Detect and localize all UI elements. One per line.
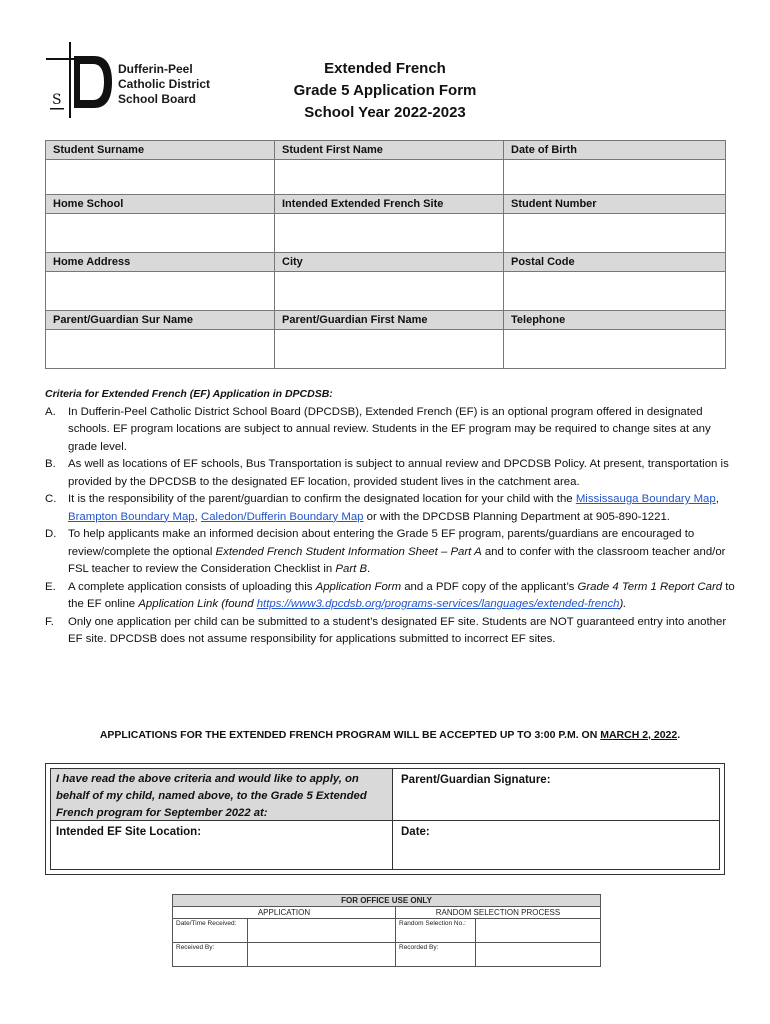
label-student-surname: Student Surname <box>46 141 275 160</box>
criteria-item-f <box>45 614 735 649</box>
signature-inner <box>50 768 720 870</box>
date-label: Date: <box>401 826 430 838</box>
criteria-text-part: To help applicants make an informed decision about entering the Grade 5 EF program, parents/guardians are encouraged to review/complete the optional <box>68 528 695 558</box>
criteria-title: Criteria for Extended French (EF) Application in DPCDSB: <box>45 388 333 400</box>
apply-statement: I have read the above criteria and would like to apply, on behalf of my child, named above, to the Grade 5 Extended French program for September 2022 at: <box>51 769 392 821</box>
title-line-2: Grade 5 Application Form <box>293 82 477 99</box>
label-home-address: Home Address <box>46 253 275 272</box>
student-first-name-field[interactable] <box>275 160 504 195</box>
label-student-first-name: Student First Name <box>275 141 504 160</box>
criteria-item-d <box>45 526 735 579</box>
criteria-text-part: ). <box>619 598 627 610</box>
svg-text:S: S <box>52 92 62 108</box>
criteria-text: As well as locations of EF schools, Bus Transportation is subject to annual review and DPCDSB Policy. At present, transportation is provided by the DPCDSB to the designated EF location, provided student lives in the catchment area. <box>68 458 729 488</box>
criteria-text <box>68 579 735 614</box>
random-no-label: Random Selection No.: <box>396 919 476 943</box>
criteria-item-c <box>45 491 735 526</box>
home-address-field[interactable] <box>46 272 275 311</box>
label-home-school: Home School <box>46 195 275 214</box>
criteria-text-part: A complete application consists of uploading this <box>68 580 316 593</box>
criteria-letter: E. <box>45 580 56 593</box>
form-title <box>240 58 530 124</box>
date-received-label: Date/Time Received: <box>173 919 248 943</box>
deadline-end: . <box>677 729 681 741</box>
postal-code-field[interactable] <box>504 272 726 311</box>
telephone-field[interactable] <box>504 330 726 369</box>
office-use-table <box>172 894 601 967</box>
recorded-by-field[interactable] <box>476 943 601 967</box>
received-by-label: Received By: <box>173 943 248 967</box>
cross-logo-icon <box>44 42 124 118</box>
deadline-notice <box>45 729 735 741</box>
received-by-field[interactable] <box>248 943 396 967</box>
report-card-ref: Grade 4 Term 1 Report Card <box>577 580 723 593</box>
criteria-text <box>68 526 735 579</box>
student-info-table <box>45 140 726 369</box>
part-b-ref: Part B <box>335 563 368 575</box>
label-intended-site: Intended Extended French Site <box>275 195 504 214</box>
label-postal-code: Postal Code <box>504 253 726 272</box>
label-parent-surname: Parent/Guardian Sur Name <box>46 311 275 330</box>
separator: , <box>194 510 201 523</box>
criteria-text-part: It is the responsibility of the parent/guardian to confirm the designated location for your child with the <box>68 493 576 505</box>
random-no-field[interactable] <box>476 919 601 943</box>
criteria-letter: D. <box>45 528 57 540</box>
logo-line: School Board <box>118 92 197 106</box>
title-line-3: School Year 2022-2023 <box>304 104 466 121</box>
extended-french-url-link[interactable]: https://www3.dpcdsb.org/programs-services/languages/extended-french <box>256 598 620 610</box>
logo-line: Catholic District <box>118 77 211 91</box>
caledon-dufferin-map-link[interactable]: Caledon/Dufferin Boundary Map <box>200 510 364 523</box>
criteria-item-e <box>45 579 735 614</box>
student-surname-field[interactable] <box>46 160 275 195</box>
info-sheet-title: Extended French Student Information Sheet – Part A <box>215 545 482 558</box>
label-parent-first-name: Parent/Guardian First Name <box>275 311 504 330</box>
criteria-text: Only one application per child can be submitted to a student’s designated EF site. Students are NOT guaranteed entry into another EF site. DPCDSB does not assume responsibility for applications submitted to incorrect EF sites. <box>68 615 727 645</box>
criteria-letter: F. <box>45 615 54 628</box>
criteria-text <box>68 491 735 526</box>
criteria-text-part: or with the DPCDSB Planning Department at 905-890-1221. <box>363 510 670 523</box>
deadline-text: APPLICATIONS FOR THE EXTENDED FRENCH PROGRAM WILL BE ACCEPTED UP TO 3:00 P.M. ON <box>99 729 601 741</box>
application-form-ref: Application Form <box>315 580 402 593</box>
parent-surname-field[interactable] <box>46 330 275 369</box>
criteria-letter: A. <box>45 405 56 418</box>
application-link-ref: Application Link (found <box>138 598 257 610</box>
brampton-map-link[interactable]: Brampton Boundary Map <box>68 510 195 523</box>
criteria-text-part: and a PDF copy of the applicant’s <box>401 580 578 593</box>
date-received-field[interactable] <box>248 919 396 943</box>
signature-box <box>45 763 725 875</box>
recorded-by-label: Recorded By: <box>396 943 476 967</box>
criteria-item-a <box>45 404 735 457</box>
criteria-item-b <box>45 456 735 491</box>
label-date-of-birth: Date of Birth <box>504 141 726 160</box>
criteria-text: In Dufferin-Peel Catholic District School Board (DPCDSB), Extended French (EF) is an optional program offered in designated schools. EF program locations are subject to annual review. Students in the EF program may be required to change sites at any grade level. <box>68 405 711 453</box>
parent-first-name-field[interactable] <box>275 330 504 369</box>
random-selection-header: RANDOM SELECTION PROCESS <box>396 907 601 919</box>
application-header: APPLICATION <box>173 907 396 919</box>
criteria-text-part: and to confer with the classroom teacher and/or FSL teacher to review the Consideration Checklist in <box>68 545 726 575</box>
criteria-text-part: . <box>367 563 371 575</box>
deadline-date: MARCH 2, 2022 <box>600 729 678 741</box>
date-of-birth-field[interactable] <box>504 160 726 195</box>
criteria-letter: B. <box>45 458 56 470</box>
intended-site-label: Intended EF Site Location: <box>56 826 202 838</box>
home-school-field[interactable] <box>46 214 275 253</box>
label-student-number: Student Number <box>504 195 726 214</box>
logo-text <box>118 62 210 107</box>
student-number-field[interactable] <box>504 214 726 253</box>
city-field[interactable] <box>275 272 504 311</box>
criteria-letter: C. <box>45 493 57 505</box>
logo-line: Dufferin-Peel <box>118 62 193 76</box>
intended-site-field[interactable] <box>275 214 504 253</box>
title-line-1: Extended French <box>324 60 446 77</box>
signature-left-column <box>51 769 393 869</box>
office-use-header: FOR OFFICE USE ONLY <box>173 895 601 907</box>
label-city: City <box>275 253 504 272</box>
criteria-text-part: to the EF online <box>68 580 735 610</box>
school-board-logo <box>44 42 249 118</box>
separator: , <box>715 493 719 505</box>
label-telephone: Telephone <box>504 311 726 330</box>
signature-label: Parent/Guardian Signature: <box>401 774 551 786</box>
mississauga-map-link[interactable]: Mississauga Boundary Map <box>575 493 716 505</box>
criteria-section <box>45 386 735 649</box>
